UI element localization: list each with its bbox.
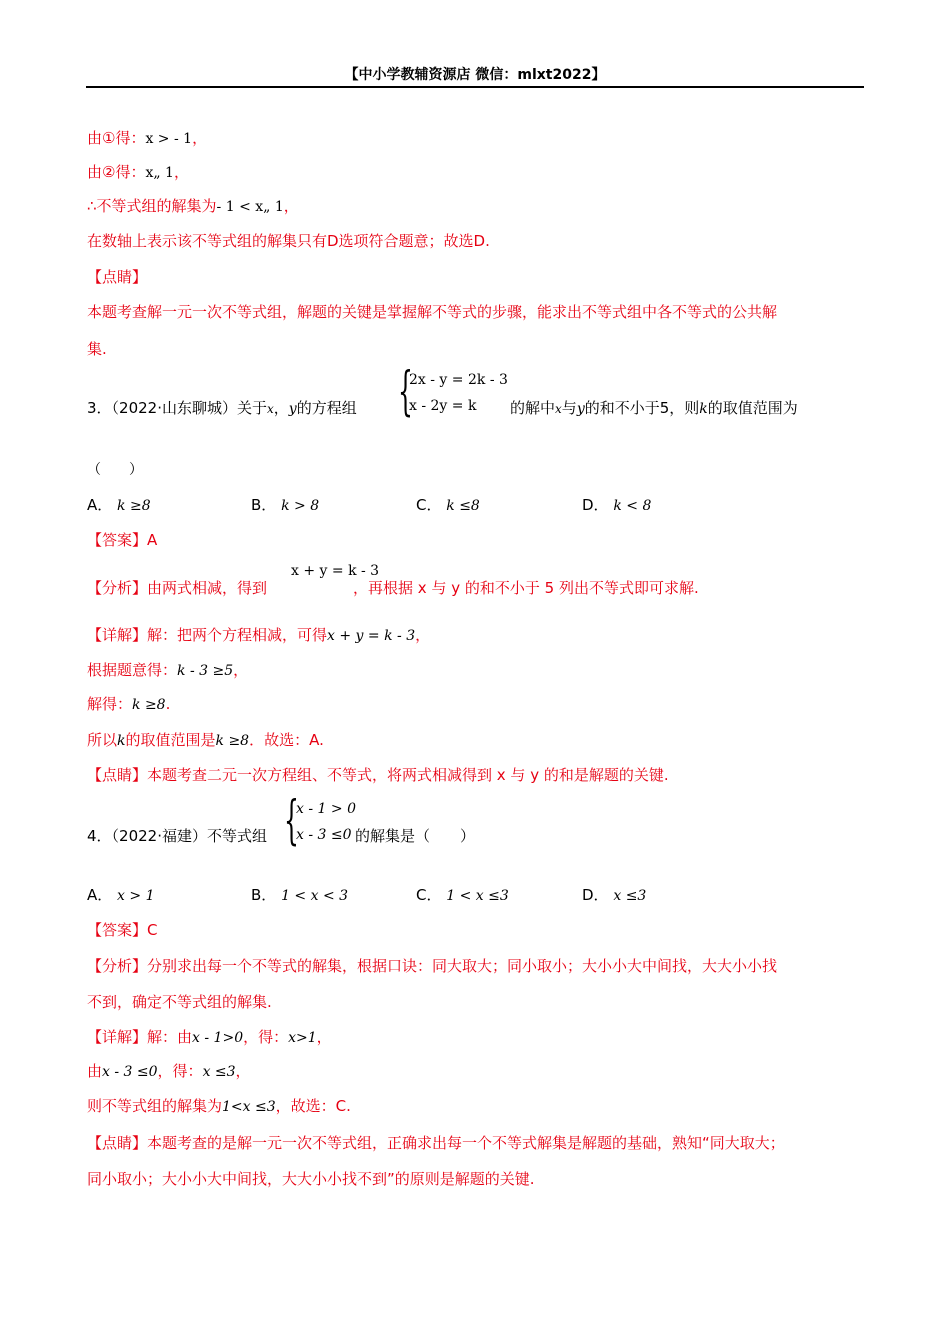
- q3-stem-and: 与: [561, 399, 577, 417]
- q3-stem-y2: y: [576, 401, 585, 417]
- q2-line2-text: 由②得：: [87, 163, 146, 181]
- option-math: k ≥8: [117, 498, 151, 514]
- q4-detail-line1: [87, 1027, 332, 1048]
- option-letter: B．: [251, 886, 277, 904]
- q2-line1-suffix: ，: [192, 129, 208, 147]
- detail-suffix: .: [165, 695, 171, 713]
- q2-line3-text: ∴不等式组的解集为: [87, 197, 217, 215]
- option-math: k ≤8: [446, 498, 480, 514]
- q3-stem-k: k: [699, 401, 708, 417]
- answer-label: 【答案】: [87, 531, 148, 549]
- q3-analysis: [87, 578, 699, 598]
- q3-detail-line1: [87, 625, 430, 646]
- q3-option-b[interactable]: [251, 494, 319, 515]
- tip-label: 【点睛】: [87, 1134, 148, 1152]
- q4-option-c[interactable]: [416, 884, 509, 905]
- q4-answer: [87, 920, 158, 940]
- q3-stem-x: x: [267, 402, 274, 416]
- q4-option-d[interactable]: [582, 884, 646, 905]
- analysis-label: 【分析】: [87, 579, 148, 597]
- q3-system-brace: {: [398, 362, 413, 422]
- q4-option-a[interactable]: [87, 884, 154, 905]
- q4-system-brace: {: [284, 791, 299, 851]
- option-letter: D．: [582, 496, 609, 514]
- detail-text-mid: ，得：: [243, 1028, 289, 1046]
- q4-detail-line3: [87, 1096, 351, 1117]
- q4-option-b[interactable]: [251, 884, 348, 905]
- option-math: 1 < x ≤3: [446, 888, 509, 904]
- option-math: x ≤3: [613, 888, 647, 904]
- detail-suffix: ，: [235, 1062, 251, 1080]
- detail-text-mid: 的取值范围是: [125, 731, 216, 749]
- q4-ineq1: x - 1 > 0: [296, 801, 356, 817]
- analysis-text: 分别求出每一个不等式的解集，根据口诀：同大取大；同小取小；大小小大中间找，大大小小找: [147, 957, 778, 975]
- q3-stem-left: [87, 398, 357, 419]
- analysis-label: 【分析】: [87, 957, 148, 975]
- q2-tip-line2: 集.: [87, 340, 107, 358]
- detail-text: 解：把两个方程相减，可得: [147, 626, 328, 644]
- q3-stem-right: [510, 398, 798, 419]
- detail-math2: x>1: [288, 1030, 317, 1046]
- answer-value: C: [147, 921, 158, 939]
- q3-eq1: 2x - y = 2k - 3: [409, 372, 508, 388]
- q2-line4: 在数轴上表示该不等式组的解集只有D选项符合题意；故选D.: [87, 232, 490, 250]
- tip-text: 本题考查的是解一元一次不等式组，正确求出每一个不等式解集是解题的基础，熟知“同大取大；: [147, 1134, 785, 1152]
- q4-analysis-line2: 不到，确定不等式组的解集.: [87, 993, 272, 1011]
- q3-detail-line3: [87, 694, 170, 715]
- q3-stem-end: 的取值范围为: [707, 399, 798, 417]
- page-header: 【中小学教辅资源店 微信：mlxt2022】: [344, 67, 606, 83]
- q2-line2: [87, 162, 189, 183]
- q2-line1-text: 由①得：: [87, 129, 146, 147]
- q3-option-d[interactable]: [582, 494, 651, 515]
- option-math: 1 < x < 3: [281, 888, 349, 904]
- q3-analysis-math: x + y = k - 3: [291, 563, 380, 579]
- q3-option-c[interactable]: [416, 494, 480, 515]
- answer-value: A: [147, 531, 158, 549]
- q4-tip-line2: 同小取小；大小小大中间找，大大小小找不到”的原则是解题的关键.: [87, 1170, 535, 1188]
- q4-stem-suffix: 的解集是（ ）: [355, 827, 476, 845]
- q3-stem-after: 的解中: [510, 399, 556, 417]
- q3-stem-prefix: 3．（2022·山东聊城）关于: [87, 399, 267, 417]
- tip-text: 本题考查二元一次方程组、不等式，将两式相减得到 x 与 y 的和是解题的关键.: [147, 766, 669, 784]
- option-letter: A．: [87, 496, 113, 514]
- q3-stem-comma: ，: [273, 399, 289, 417]
- q4-stem-left: 4．（2022·福建）不等式组: [87, 827, 267, 845]
- analysis-prefix: 由两式相减，得到: [147, 579, 268, 597]
- detail-math: x + y = k - 3: [327, 628, 416, 644]
- q3-stem-tail: 的和不小于5，则: [584, 399, 700, 417]
- detail-text: 解得：: [87, 695, 133, 713]
- detail-math: k ≥8: [215, 733, 250, 749]
- q3-paren: （ ）: [87, 462, 143, 478]
- detail-text: 所以: [87, 731, 118, 749]
- detail-suffix: ，: [233, 661, 249, 679]
- answer-label: 【答案】: [87, 921, 148, 939]
- option-letter: C．: [416, 886, 442, 904]
- tip-label: 【点睛】: [87, 766, 148, 784]
- q2-line3: [87, 196, 299, 217]
- q4-tip-line1: [87, 1133, 785, 1153]
- detail-label: 【详解】: [87, 1028, 148, 1046]
- q2-tip-line1: 本题考查解一元一次不等式组，解题的关键是掌握解不等式的步骤，能求出不等式组中各不等式的公共解: [87, 303, 778, 321]
- q2-line2-math: x„ 1: [145, 165, 174, 181]
- analysis-suffix: ，再根据 x 与 y 的和不小于 5 列出不等式即可求解.: [353, 579, 699, 597]
- detail-math2: x ≤3: [202, 1064, 236, 1080]
- option-letter: C．: [416, 496, 442, 514]
- detail-suffix: ．故选：A.: [249, 731, 324, 749]
- q4-ineq2: x - 3 ≤0: [296, 827, 352, 843]
- q2-line3-suffix: ，: [283, 197, 299, 215]
- detail-math: k ≥8: [132, 697, 166, 713]
- option-letter: B．: [251, 496, 277, 514]
- q3-option-a[interactable]: [87, 494, 151, 515]
- q2-line1: [87, 128, 207, 149]
- q3-detail-line4: [87, 730, 324, 751]
- option-math: k > 8: [281, 498, 320, 514]
- detail-math: x - 3 ≤0: [102, 1064, 158, 1080]
- detail-suffix: ，: [415, 626, 431, 644]
- detail-math: k - 3 ≥5: [177, 663, 234, 679]
- detail-k: k: [117, 733, 126, 749]
- option-letter: D．: [582, 886, 609, 904]
- detail-suffix: ，: [316, 1028, 332, 1046]
- detail-text: 则不等式组的解集为: [87, 1097, 223, 1115]
- q3-detail-line2: [87, 660, 248, 681]
- q2-line3-math: - 1 < x„ 1: [216, 199, 284, 215]
- detail-text: 根据题意得：: [87, 661, 178, 679]
- q3-stem-mid: 的方程组: [296, 399, 357, 417]
- q3-eq2: x - 2y = k: [409, 398, 477, 414]
- detail-text: 解：由: [147, 1028, 193, 1046]
- detail-text: 由: [87, 1062, 103, 1080]
- q4-analysis-line1: [87, 956, 777, 976]
- q3-stem-x2: x: [555, 402, 562, 416]
- option-math: x > 1: [117, 888, 155, 904]
- q4-detail-line2: [87, 1061, 251, 1082]
- q3-tip: [87, 765, 669, 785]
- detail-text-mid: ，得：: [157, 1062, 203, 1080]
- q2-line1-math: x > - 1: [145, 131, 193, 147]
- detail-suffix: ，故选：C.: [275, 1097, 351, 1115]
- q2-tip-label: 【点睛】: [87, 268, 148, 286]
- detail-math: x - 1>0: [192, 1030, 244, 1046]
- header-rule: [86, 86, 864, 88]
- detail-math: 1<x ≤3: [222, 1099, 276, 1115]
- option-letter: A．: [87, 886, 113, 904]
- detail-label: 【详解】: [87, 626, 148, 644]
- q3-stem-y: y: [288, 401, 297, 417]
- q3-answer: [87, 530, 157, 550]
- q2-line2-suffix: ，: [173, 163, 189, 181]
- option-math: k < 8: [613, 498, 652, 514]
